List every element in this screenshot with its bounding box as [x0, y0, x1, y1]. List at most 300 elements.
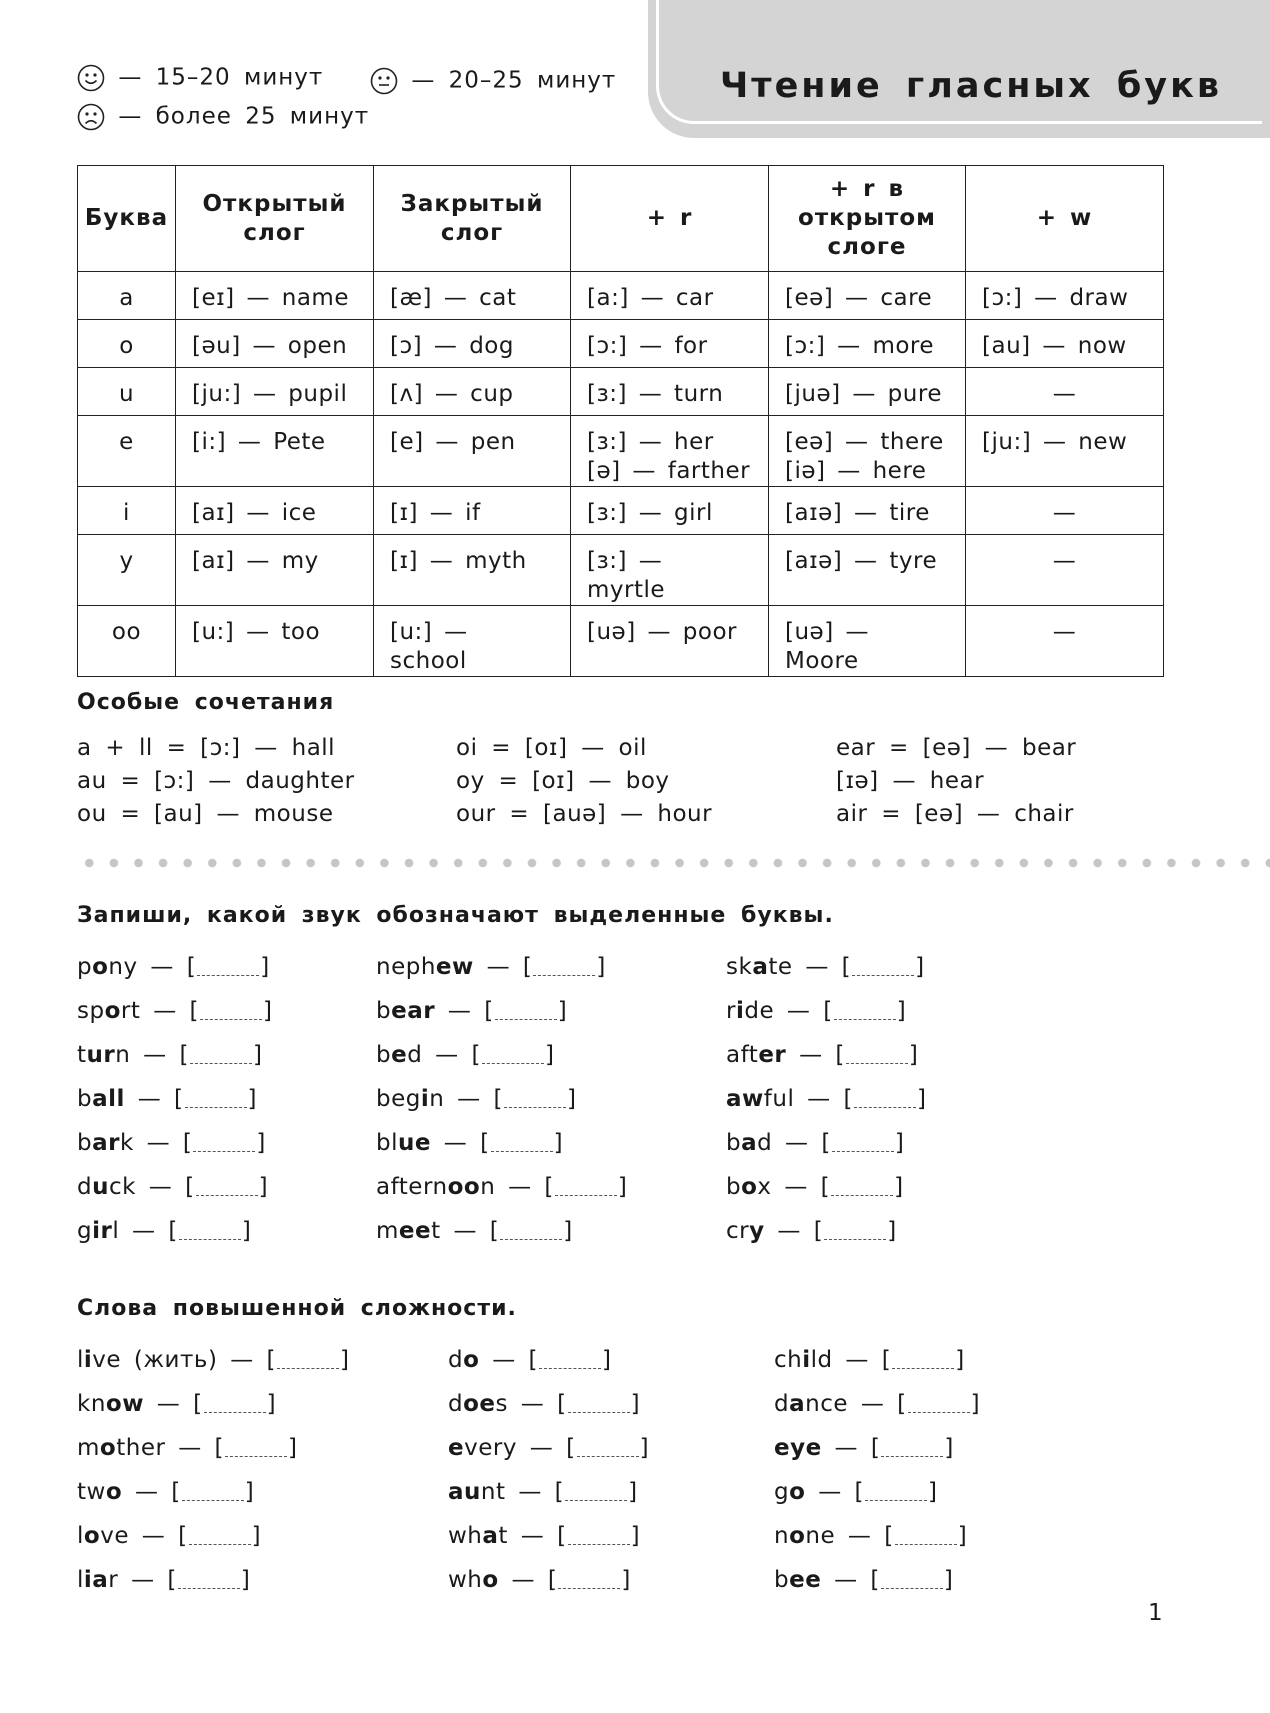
exercise-2-col-3 — [774, 1338, 980, 1602]
highlighted-letters: o — [105, 1479, 123, 1505]
highlighted-letters: i — [83, 1347, 93, 1373]
answer-blank[interactable] — [179, 1221, 241, 1240]
exercise-word — [376, 1209, 627, 1253]
answer-bracket: — [ — [479, 1347, 539, 1373]
word-part: aft — [726, 1042, 759, 1068]
answer-bracket: — [ — [137, 954, 197, 980]
answer-bracket: — [ — [508, 1391, 567, 1417]
word-part: m — [77, 1435, 100, 1461]
legend-text-neutral: — 20–25 минут — [411, 67, 617, 94]
table-row — [78, 368, 1164, 416]
word-part: wh — [448, 1567, 483, 1593]
answer-bracket: ] — [241, 1218, 252, 1244]
special-col-2 — [456, 732, 712, 831]
word-part: p — [77, 954, 93, 980]
answer-blank[interactable] — [189, 1526, 251, 1545]
exercise-word — [448, 1558, 649, 1602]
highlighted-letters: i — [802, 1347, 811, 1373]
exercise-word — [774, 1382, 980, 1426]
exercise-word — [77, 1514, 350, 1558]
highlighted-letters: oo — [447, 1174, 481, 1200]
sound-cell: [uə] — poor — [571, 606, 769, 677]
answer-blank[interactable] — [892, 1350, 954, 1369]
answer-blank[interactable] — [895, 1526, 957, 1545]
highlighted-letters: o — [463, 1347, 480, 1373]
exercise-word — [726, 945, 926, 989]
sound-cell: [ɔ:] — more — [769, 320, 966, 368]
header-open-syllable: Открытый слог — [176, 166, 374, 272]
answer-bracket: ] — [970, 1391, 981, 1417]
answer-blank[interactable] — [533, 957, 595, 976]
answer-blank[interactable] — [500, 1221, 562, 1240]
answer-bracket: ] — [621, 1567, 631, 1593]
exercise-word — [77, 989, 272, 1033]
word-part: n — [429, 1086, 445, 1112]
answer-bracket: ] — [544, 1042, 555, 1068]
word-part: d — [774, 1391, 790, 1417]
exercise-word — [448, 1470, 649, 1514]
answer-bracket: ] — [240, 1567, 251, 1593]
highlighted-letters: ew — [435, 954, 474, 980]
vowel-table — [77, 165, 1164, 677]
smiley-happy-icon — [77, 64, 105, 92]
answer-bracket: — [ — [119, 1218, 178, 1244]
sound-cell: — — [966, 487, 1164, 535]
answer-bracket: ] — [251, 1523, 262, 1549]
letter-cell: oo — [78, 606, 176, 677]
answer-bracket: — [ — [473, 954, 533, 980]
exercise-word — [376, 1121, 627, 1165]
answer-blank[interactable] — [504, 1089, 566, 1108]
answer-bracket: — [ — [505, 1479, 565, 1505]
word-part: d — [448, 1391, 464, 1417]
sound-cell: [æ] — cat — [374, 272, 571, 320]
sound-cell: [ɜ:] — turn — [571, 368, 769, 416]
answer-bracket: — [ — [118, 1567, 177, 1593]
answer-bracket: — [ — [128, 1523, 188, 1549]
table-row — [78, 606, 1164, 677]
answer-bracket: ] — [247, 1086, 257, 1112]
answer-blank[interactable] — [225, 1438, 287, 1457]
answer-bracket: ] — [896, 998, 907, 1024]
highlighted-letters: oe — [463, 1391, 496, 1417]
answer-blank[interactable] — [185, 1089, 247, 1108]
header-closed-syllable: Закрытый слог — [374, 166, 571, 272]
answer-bracket: — [ — [122, 1479, 181, 1505]
answer-blank[interactable] — [908, 1394, 970, 1413]
highlighted-letters: e — [391, 1042, 408, 1068]
highlighted-letters: all — [92, 1086, 125, 1112]
answer-blank[interactable] — [491, 1133, 553, 1152]
exercise-word — [376, 945, 627, 989]
highlighted-letters: o — [92, 954, 109, 980]
exercise-word — [77, 1382, 350, 1426]
exercise-word — [726, 989, 926, 1033]
exercise-word — [774, 1338, 980, 1382]
exercise-1-col-1 — [77, 945, 272, 1253]
word-part: ther — [116, 1435, 166, 1461]
word-part: d — [77, 1174, 93, 1200]
answer-bracket: — [ — [498, 1567, 558, 1593]
answer-blank[interactable] — [193, 1133, 255, 1152]
answer-bracket: — [ — [848, 1391, 907, 1417]
highlighted-letters: i — [735, 998, 745, 1024]
answer-bracket: — [ — [435, 998, 494, 1024]
combo-item: au = [ɔ:] — daughter — [77, 768, 355, 794]
word-part: nce — [805, 1391, 849, 1417]
word-part: g — [77, 1218, 93, 1244]
answer-blank[interactable] — [558, 1570, 620, 1589]
legend-item-happy — [77, 64, 323, 92]
answer-bracket: ] — [252, 1042, 263, 1068]
letter-cell: i — [78, 487, 176, 535]
answer-bracket: ] — [630, 1523, 641, 1549]
highlighted-letters: ear — [391, 998, 436, 1024]
word-part: rt — [120, 998, 141, 1024]
answer-blank[interactable] — [482, 1045, 544, 1064]
answer-blank[interactable] — [182, 1482, 244, 1501]
exercise-word — [376, 1165, 627, 1209]
word-part: r — [726, 998, 736, 1024]
sound-cell: [ɜ:] — myrtle — [571, 535, 769, 606]
exercise-1-title: Запиши, какой звук обозначают выделенные буквы. — [77, 903, 834, 928]
combo-item: oi = [oɪ] — oil — [456, 735, 647, 761]
word-part: ve — [100, 1523, 129, 1549]
word-part: l — [77, 1567, 84, 1593]
answer-bracket: — [ — [832, 1347, 892, 1373]
answer-bracket: ] — [258, 1174, 269, 1200]
exercise-word — [77, 1077, 272, 1121]
answer-bracket: — [ — [422, 1042, 481, 1068]
answer-bracket: — [ — [165, 1435, 225, 1461]
word-part: ch — [774, 1347, 803, 1373]
word-part: ld — [810, 1347, 833, 1373]
answer-bracket: ] — [602, 1347, 612, 1373]
exercise-word — [774, 1470, 980, 1514]
answer-blank[interactable] — [178, 1570, 240, 1589]
word-part: l — [77, 1523, 84, 1549]
word-part: b — [726, 1174, 742, 1200]
exercise-word — [376, 989, 627, 1033]
sound-cell: — — [966, 368, 1164, 416]
answer-blank[interactable] — [555, 1177, 617, 1196]
combo-item: ear = [eə] — bear — [836, 735, 1077, 761]
answer-bracket: — [ — [495, 1174, 554, 1200]
answer-blank[interactable] — [196, 1177, 258, 1196]
answer-bracket: — [ — [444, 1086, 503, 1112]
highlighted-letters: o — [741, 1174, 758, 1200]
answer-blank[interactable] — [200, 1001, 262, 1020]
highlighted-letters: o — [83, 1523, 101, 1549]
page-title: Чтение гласных букв — [720, 66, 1222, 106]
word-part: ful — [763, 1086, 795, 1112]
sound-cell: [i:] — Pete — [176, 416, 374, 487]
exercise-word — [726, 1033, 926, 1077]
exercise-word — [77, 1470, 350, 1514]
answer-blank[interactable] — [577, 1438, 639, 1457]
exercise-word — [448, 1382, 649, 1426]
sound-cell: [ɔ] — dog — [374, 320, 571, 368]
answer-bracket: ] — [566, 1086, 577, 1112]
answer-bracket: ] — [955, 1347, 965, 1373]
word-part: b — [774, 1567, 790, 1593]
exercise-2-col-1 — [77, 1338, 350, 1602]
word-part: sp — [77, 998, 105, 1024]
highlighted-letters: ir — [92, 1218, 113, 1244]
answer-bracket: — [ — [217, 1347, 277, 1373]
word-part: t — [431, 1218, 441, 1244]
answer-blank[interactable] — [204, 1394, 266, 1413]
answer-blank[interactable] — [539, 1350, 601, 1369]
table-row — [78, 487, 1164, 535]
word-part: r — [108, 1567, 119, 1593]
sound-cell: [ɜ:] — her [ə] — farther — [571, 416, 769, 487]
exercise-2-col-2 — [448, 1338, 649, 1602]
exercise-1-col-3 — [726, 945, 926, 1253]
answer-bracket: ] — [266, 1391, 277, 1417]
smiley-neutral-icon — [370, 67, 398, 95]
special-combinations-title: Особые сочетания — [77, 690, 335, 715]
sound-cell: [ɪ] — myth — [374, 535, 571, 606]
answer-blank[interactable] — [852, 957, 914, 976]
answer-bracket: — [ — [143, 1391, 203, 1417]
answer-bracket: — [ — [440, 1218, 500, 1244]
highlighted-letters: o — [789, 1523, 806, 1549]
word-part: ne — [805, 1523, 836, 1549]
word-part: d — [448, 1347, 464, 1373]
answer-bracket: ] — [639, 1435, 650, 1461]
answer-blank[interactable] — [190, 1045, 252, 1064]
answer-bracket: ] — [908, 1042, 919, 1068]
word-part: m — [376, 1218, 399, 1244]
answer-bracket: — [ — [764, 1218, 824, 1244]
answer-blank[interactable] — [865, 1482, 927, 1501]
answer-bracket: ] — [894, 1174, 904, 1200]
dotted-divider — [77, 858, 1270, 868]
answer-bracket: — [ — [516, 1435, 576, 1461]
sound-cell: [aɪə] — tire — [769, 487, 966, 535]
word-part: d — [757, 1130, 773, 1156]
answer-blank[interactable] — [832, 1133, 894, 1152]
highlighted-letters: ue — [398, 1130, 431, 1156]
header-plus-r-open: + r в открытом слоге — [769, 166, 966, 272]
exercise-1-col-2 — [376, 945, 627, 1253]
answer-bracket: ] — [563, 1218, 573, 1244]
exercise-word — [77, 1121, 272, 1165]
word-part: n — [115, 1042, 131, 1068]
highlighted-letters: o — [789, 1479, 806, 1505]
word-part: ve (жить) — [92, 1347, 218, 1373]
answer-bracket: ] — [617, 1174, 628, 1200]
word-part: tw — [77, 1479, 106, 1505]
combo-item: air = [eə] — chair — [836, 801, 1074, 827]
answer-bracket: ] — [630, 1391, 641, 1417]
highlighted-letters: ee — [398, 1218, 432, 1244]
exercise-word — [726, 1165, 926, 1209]
answer-bracket: — [ — [430, 1130, 490, 1156]
word-part: b — [77, 1130, 93, 1156]
exercise-word — [376, 1077, 627, 1121]
answer-blank[interactable] — [568, 1394, 630, 1413]
table-row — [78, 320, 1164, 368]
answer-bracket: ] — [288, 1435, 298, 1461]
answer-bracket: ] — [244, 1479, 255, 1505]
sound-cell: [u:] — school — [374, 606, 571, 677]
answer-blank[interactable] — [277, 1350, 339, 1369]
answer-blank[interactable] — [568, 1526, 630, 1545]
answer-blank[interactable] — [834, 1001, 896, 1020]
answer-bracket: ] — [944, 1435, 954, 1461]
answer-blank[interactable] — [854, 1089, 916, 1108]
answer-bracket: — [ — [786, 1042, 845, 1068]
sound-cell: [juə] — pure — [769, 368, 966, 416]
answer-blank[interactable] — [881, 1570, 943, 1589]
word-part: te — [768, 954, 793, 980]
answer-bracket: — [ — [794, 1086, 853, 1112]
highlighted-letters: e — [448, 1435, 465, 1461]
sound-cell: [aɪ] — ice — [176, 487, 374, 535]
answer-bracket: ] — [916, 1086, 927, 1112]
word-part: beg — [376, 1086, 421, 1112]
highlighted-letters: a — [789, 1391, 806, 1417]
header-plus-r: + r — [571, 166, 769, 272]
table-row — [78, 535, 1164, 606]
highlighted-letters: er — [758, 1042, 787, 1068]
letter-cell: y — [78, 535, 176, 606]
exercise-word — [77, 945, 272, 989]
sound-cell: [əu] — open — [176, 320, 374, 368]
answer-blank[interactable] — [881, 1438, 943, 1457]
answer-bracket: — [ — [805, 1479, 865, 1505]
answer-bracket: ] — [340, 1347, 350, 1373]
answer-bracket: ] — [915, 954, 925, 980]
highlighted-letters: a — [741, 1130, 758, 1156]
exercise-word — [726, 1121, 926, 1165]
exercise-word — [77, 1338, 350, 1382]
answer-blank[interactable] — [495, 1001, 557, 1020]
highlighted-letters: a — [752, 954, 769, 980]
sound-cell: [u:] — too — [176, 606, 374, 677]
letter-cell: a — [78, 272, 176, 320]
exercise-word — [77, 1033, 272, 1077]
sound-cell: [e] — pen — [374, 416, 571, 487]
header-letter: Буква — [78, 166, 176, 272]
answer-blank[interactable] — [846, 1045, 908, 1064]
word-part: aftern — [376, 1174, 448, 1200]
sound-cell: [ʌ] — cup — [374, 368, 571, 416]
word-part: b — [726, 1130, 742, 1156]
highlighted-letters: o — [482, 1567, 499, 1593]
answer-blank[interactable] — [831, 1177, 893, 1196]
exercise-word — [774, 1558, 980, 1602]
sound-cell: [a:] — car — [571, 272, 769, 320]
sound-cell: [eɪ] — name — [176, 272, 374, 320]
exercise-word — [726, 1209, 926, 1253]
sound-cell: [eə] — care — [769, 272, 966, 320]
highlighted-letters: ee — [789, 1567, 822, 1593]
word-part: ny — [108, 954, 138, 980]
highlighted-letters: ur — [86, 1042, 116, 1068]
exercise-word — [774, 1514, 980, 1558]
letter-cell: u — [78, 368, 176, 416]
word-part: wh — [448, 1523, 483, 1549]
highlighted-letters: i — [420, 1086, 430, 1112]
highlighted-letters: o — [104, 998, 121, 1024]
word-part: b — [376, 998, 392, 1024]
word-part: sk — [726, 954, 753, 980]
word-part: s — [495, 1391, 508, 1417]
exercise-word — [77, 1426, 350, 1470]
sound-cell: [ɜ:] — girl — [571, 487, 769, 535]
special-col-1 — [77, 732, 355, 831]
exercise-word — [448, 1426, 649, 1470]
answer-blank[interactable] — [565, 1482, 627, 1501]
special-col-3 — [836, 732, 1076, 831]
table-row — [78, 416, 1164, 487]
exercise-word — [77, 1165, 272, 1209]
sound-cell: [ju:] — new — [966, 416, 1164, 487]
word-part: b — [376, 1042, 392, 1068]
letter-cell: o — [78, 320, 176, 368]
word-part: x — [757, 1174, 772, 1200]
page-number: 1 — [1148, 1600, 1163, 1626]
answer-bracket: — [ — [774, 998, 833, 1024]
word-part: t — [498, 1523, 508, 1549]
exercise-word — [448, 1514, 649, 1558]
answer-bracket: — [ — [133, 1130, 193, 1156]
word-part: n — [480, 1174, 496, 1200]
answer-bracket: ] — [957, 1523, 968, 1549]
exercise-word — [77, 1209, 272, 1253]
answer-bracket: — [ — [821, 1435, 881, 1461]
exercise-word — [448, 1338, 649, 1382]
answer-bracket: ] — [928, 1479, 938, 1505]
sound-cell: — — [966, 606, 1164, 677]
highlighted-letters: eye — [774, 1435, 822, 1461]
combo-item: oy = [oɪ] — boy — [456, 768, 670, 794]
combo-item: our = [auə] — hour — [456, 801, 713, 827]
highlighted-letters: a — [482, 1523, 499, 1549]
word-part: l — [77, 1347, 84, 1373]
combo-item: ou = [au] — mouse — [77, 801, 334, 827]
answer-bracket: ] — [260, 954, 270, 980]
table-header-row — [78, 166, 1164, 272]
legend-item-neutral — [370, 67, 616, 95]
answer-blank[interactable] — [824, 1221, 886, 1240]
exercise-word — [774, 1426, 980, 1470]
highlighted-letters: ia — [83, 1567, 109, 1593]
highlighted-letters: o — [99, 1435, 117, 1461]
answer-bracket: ] — [263, 998, 273, 1024]
answer-blank[interactable] — [197, 957, 259, 976]
word-part: l — [112, 1218, 120, 1244]
sound-cell: [ju:] — pupil — [176, 368, 374, 416]
answer-bracket: — [ — [821, 1567, 880, 1593]
smiley-sad-icon — [77, 103, 105, 131]
legend-text-happy: — 15–20 минут — [118, 64, 324, 91]
word-part: d — [407, 1042, 423, 1068]
word-part: very — [464, 1435, 517, 1461]
sound-cell: [au] — now — [966, 320, 1164, 368]
highlighted-letters: u — [92, 1174, 109, 1200]
word-part: t — [77, 1042, 87, 1068]
sound-cell: [aɪ] — my — [176, 535, 374, 606]
answer-bracket: — [ — [140, 998, 199, 1024]
legend-item-sad — [77, 103, 369, 131]
exercise-word — [77, 1558, 350, 1602]
answer-bracket: ] — [894, 1130, 905, 1156]
answer-bracket: — [ — [135, 1174, 195, 1200]
